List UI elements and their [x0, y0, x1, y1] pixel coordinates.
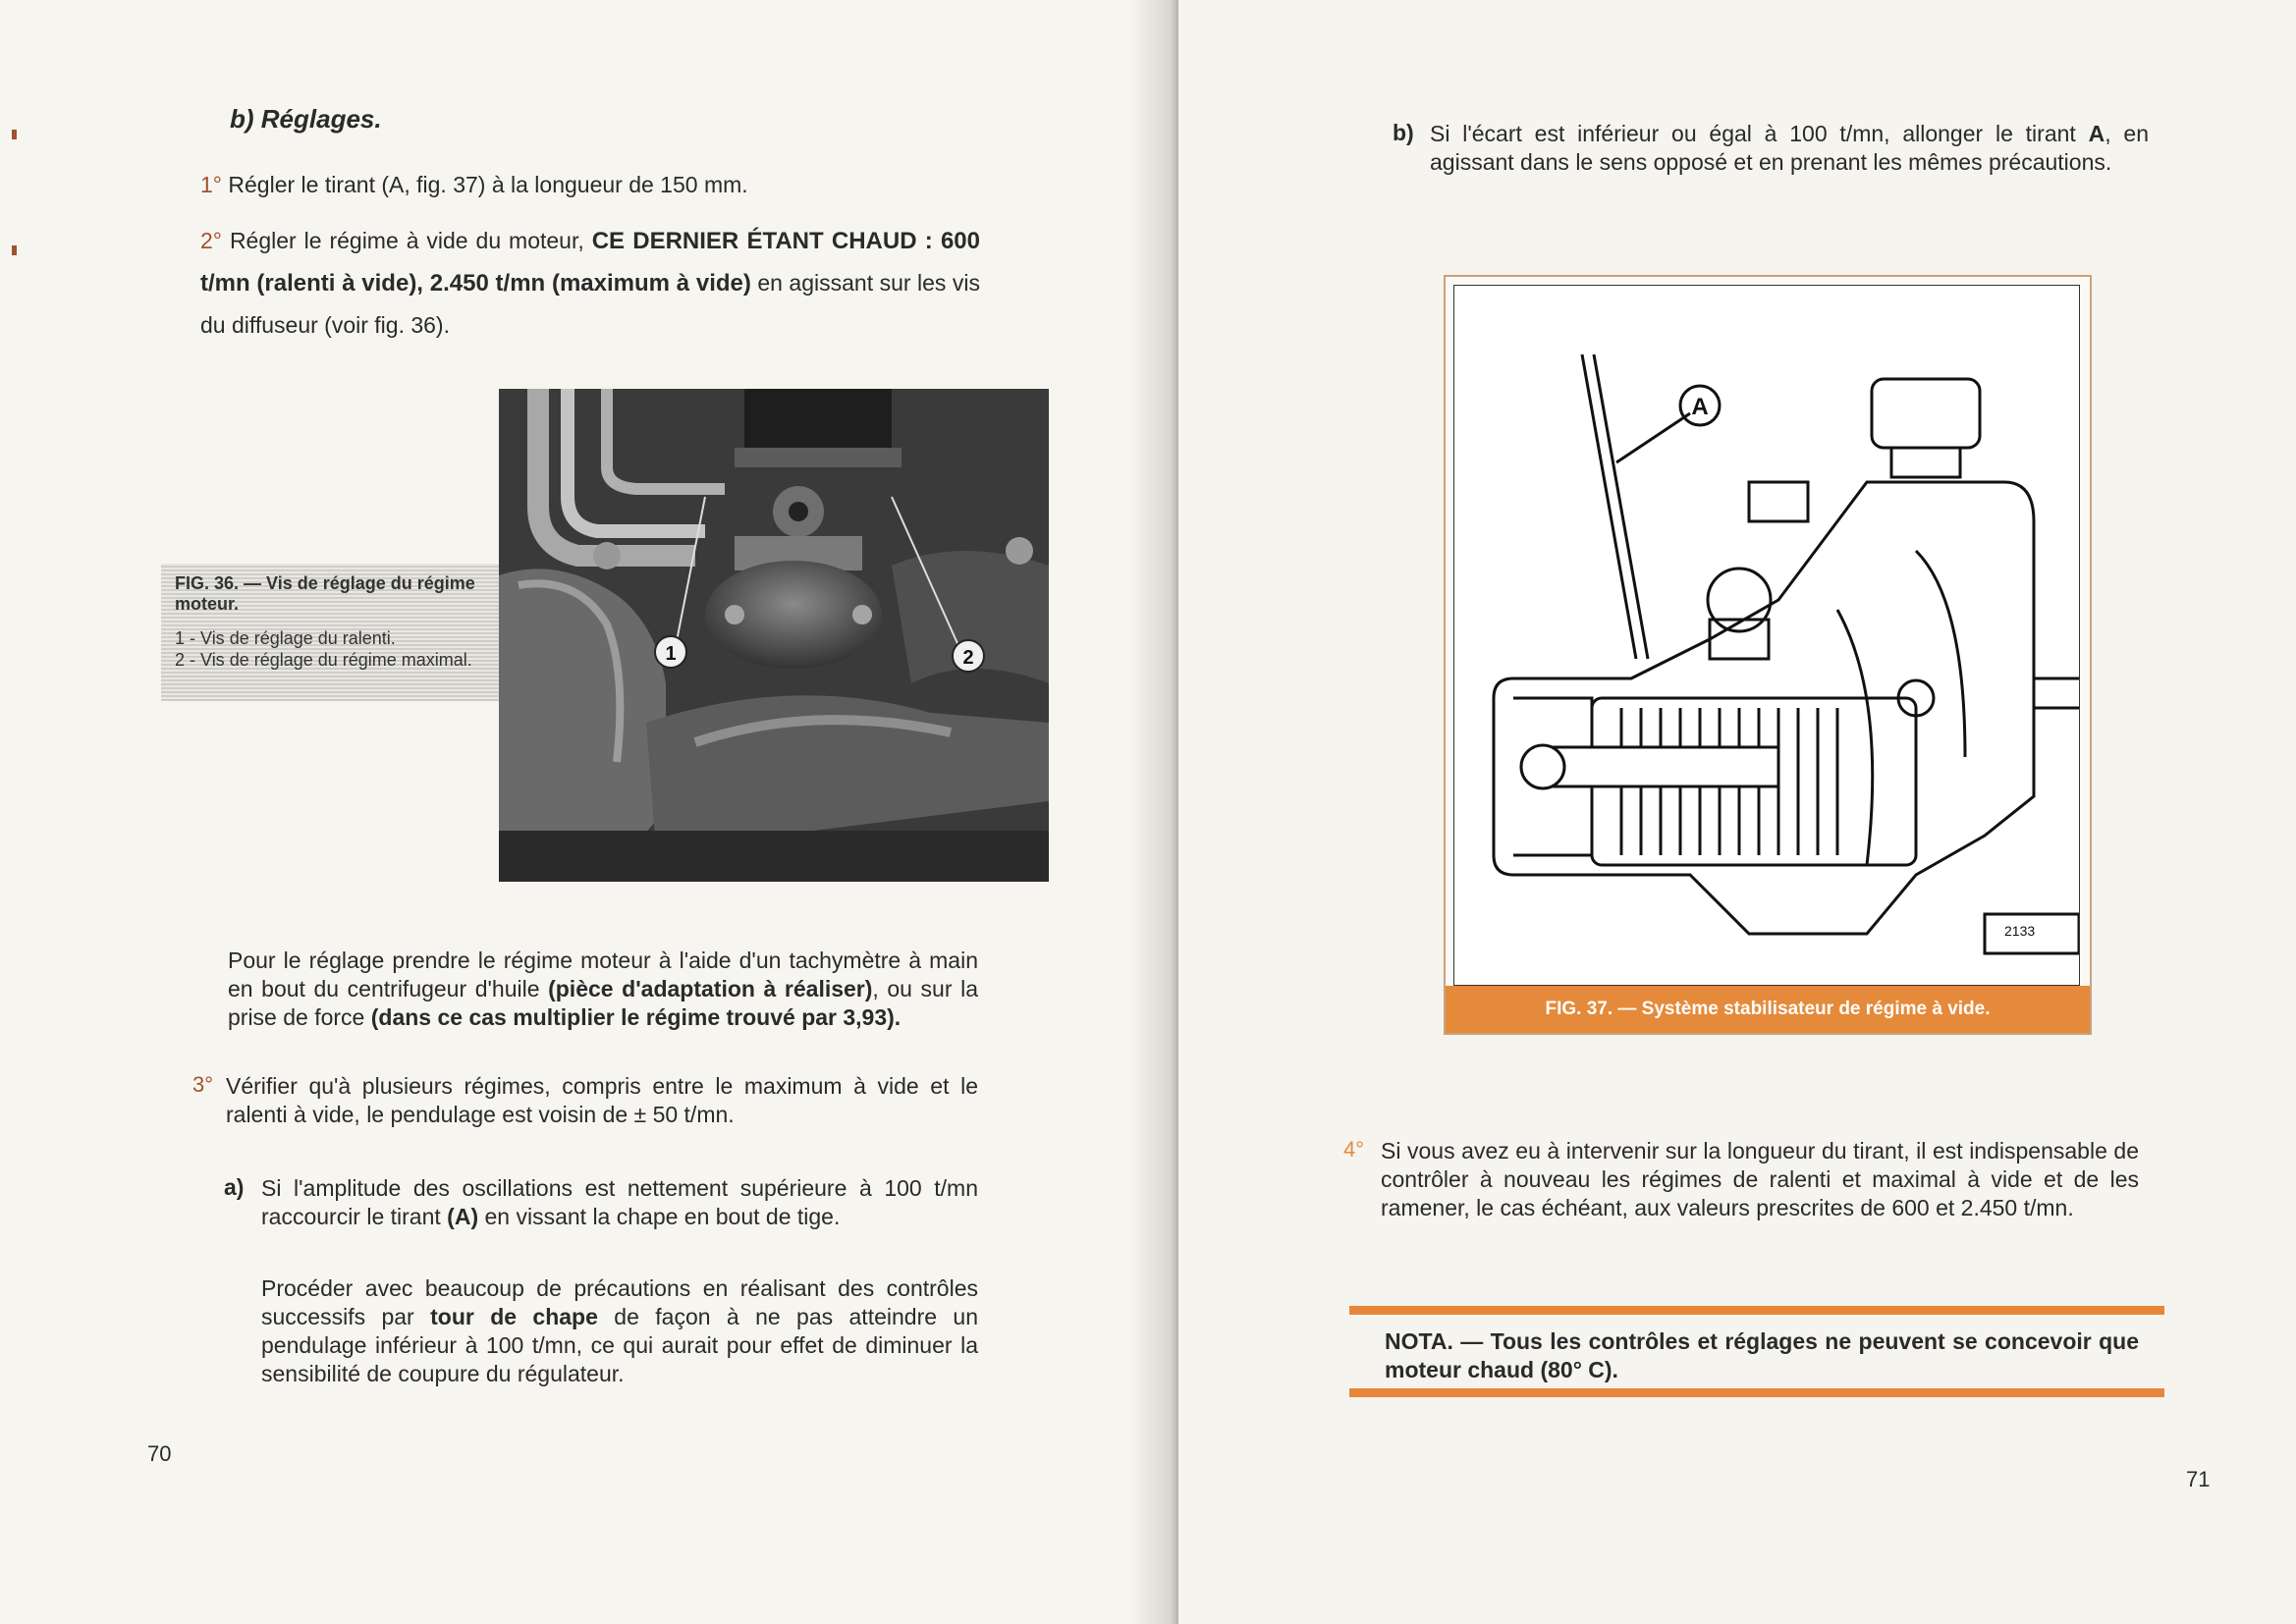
step-4-number: 4° — [1343, 1137, 1365, 1162]
para-mid: , ou sur la prise de force — [228, 976, 978, 1030]
sub-a-label: a) — [224, 1174, 245, 1200]
sub-b-bold: A — [2088, 121, 2105, 146]
step-2-number: 2° — [200, 228, 222, 253]
para-bold-2: (dans ce cas multiplier le régime trouvé par 3,93). — [370, 1004, 902, 1030]
section-heading: b) Réglages. — [230, 104, 382, 134]
fig-36-title: FIG. 36. — Vis de réglage du régime moteur. — [175, 573, 475, 614]
step-1 — [200, 171, 986, 199]
step-3-number: 3° — [192, 1072, 214, 1097]
sub-b-text — [1430, 120, 2149, 177]
tachometer-paragraph — [228, 947, 978, 1032]
engine-photo-illustration — [499, 389, 1049, 882]
page-number-right: 71 — [2186, 1467, 2211, 1491]
precaution-paragraph — [261, 1274, 978, 1388]
para-pre: Pour le réglage prendre le régime moteur à l'aide d'un tachymètre à main en bout du centrifugeur d'huile — [228, 947, 978, 1001]
step-2-post: en agissant sur les vis du diffuseur (voir fig. 36). — [200, 270, 980, 338]
margin-mark — [12, 245, 17, 255]
fig-37 — [1444, 275, 2092, 1035]
step-4-text: Si vous avez eu à intervenir sur la longueur du tirant, il est indispensable de contrôler à nouveau les régimes de ralenti et maximal à vide et de les ramener, le cas échéant, aux valeurs prescrites de 600 et 2.450 t/mn. — [1381, 1138, 2139, 1220]
page-number-left: 70 — [147, 1441, 172, 1466]
fig-36-item-2: 2 - Vis de réglage du régime maximal. — [175, 650, 472, 670]
nota-box: NOTA. — Tous les contrôles et réglages ne peuvent se concevoir que moteur chaud (80° C). — [1385, 1328, 2139, 1382]
callout-a: A — [1691, 394, 1709, 420]
fig-36-caption — [161, 564, 503, 701]
para-bold-1: (pièce d'adaptation à réaliser) — [548, 976, 873, 1001]
fig-36-photo — [499, 389, 1049, 882]
step-1-text: Régler le tirant (A, fig. 37) à la longueur de 150 mm. — [228, 172, 748, 197]
proc-post: de façon à ne pas atteindre un pendulage inférieur à 100 t/mn, ce qui aurait pour effet de diminuer la sensibilité de coupure du régulateur. — [261, 1304, 978, 1386]
sub-a-bold: (A) — [447, 1204, 479, 1229]
sub-b-pre: Si l'écart est inférieur ou égal à 100 t/mn, allonger le tirant — [1430, 121, 2089, 146]
step-1-number: 1° — [200, 172, 222, 197]
step-2-pre: Régler le régime à vide du moteur, — [229, 228, 592, 253]
sub-a-post: en vissant la chape en bout de tige. — [478, 1204, 841, 1229]
sub-a-text — [261, 1174, 978, 1231]
sub-a-pre: Si l'amplitude des oscillations est nettement supérieure à 100 t/mn raccourcir le tirant — [261, 1175, 978, 1229]
sub-b-label: b) — [1393, 120, 1414, 145]
step-2-bold: CE DERNIER ÉTANT CHAUD : 600 t/mn (ralenti à vide), 2.450 t/mn (maximum à vide) — [200, 228, 980, 297]
fig-36-item-1: 1 - Vis de réglage du ralenti. — [175, 628, 396, 648]
fig-37-drawing — [1453, 285, 2080, 986]
margin-mark — [12, 130, 17, 139]
sub-b-post: , en agissant dans le sens opposé et en prenant les mêmes précautions. — [1430, 121, 2149, 175]
fig-37-ref-number: 2133 — [2004, 923, 2036, 939]
callout-1: 1 — [665, 643, 677, 665]
step-2 — [200, 220, 980, 346]
fig-37-caption: FIG. 37. — Système stabilisateur de régime à vide. — [1446, 986, 2090, 1033]
proc-pre: Procéder avec beaucoup de précautions en réalisant des contrôles successifs par — [261, 1275, 978, 1329]
stabilizer-diagram — [1454, 286, 2079, 985]
step-3-text: Vérifier qu'à plusieurs régimes, compris entre le maximum à vide et le ralenti à vide, le pendulage est voisin de ± 50 t/mn. — [226, 1073, 978, 1127]
proc-bold: tour de chape — [430, 1304, 598, 1329]
callout-2: 2 — [962, 647, 974, 669]
nota-top-bar — [1349, 1306, 2164, 1315]
nota-bottom-bar — [1349, 1388, 2164, 1397]
